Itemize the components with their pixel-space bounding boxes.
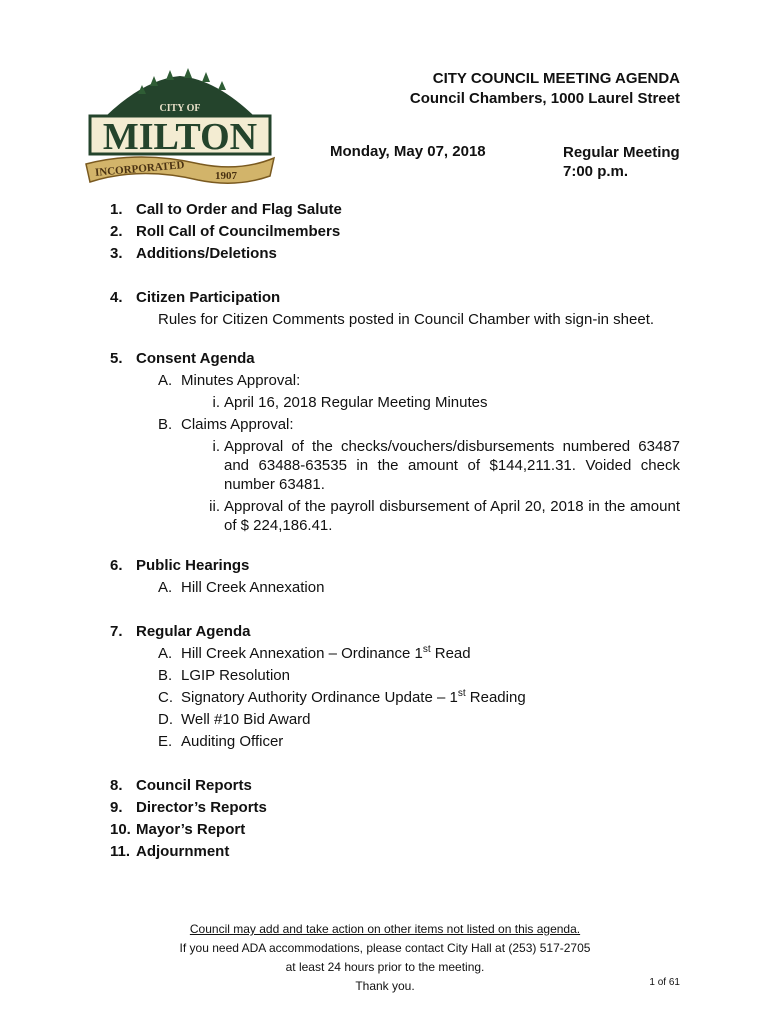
agenda-item-6: 6. Public Hearings — [110, 557, 250, 574]
sub-item-5b-ii: ii. Approval of the payroll disbursement of April 20, 2018 in the amount of $ 224,186.41. — [209, 498, 680, 534]
agenda-item-4: 4. Citizen Participation — [110, 289, 281, 306]
agenda-item-5: 5. Consent Agenda — [110, 350, 255, 367]
footer-ada-contact: If you need ADA accommodations, please contact City Hall at (253) 517-2705 — [179, 941, 591, 955]
agenda-item-3: 3. Additions/Deletions — [110, 245, 277, 262]
meeting-type-block — [563, 143, 680, 181]
meeting-time: 7:00 p.m. — [563, 163, 629, 180]
citizen-participation-note: Rules for Citizen Comments posted in Council Chamber with sign-in sheet. — [158, 311, 655, 328]
agenda-item-7: 7. Regular Agenda — [110, 623, 251, 640]
sub-item-7e: E. Auditing Officer — [158, 733, 284, 750]
footer-thank-you: Thank you. — [355, 979, 415, 993]
meeting-date: Monday, May 07, 2018 — [330, 143, 486, 160]
sub-item-5a: A. Minutes Approval: — [158, 372, 301, 389]
agenda-item-11: 11. Adjournment — [110, 843, 230, 860]
sub-item-7a: A. Hill Creek Annexation – Ordinance 1st Read — [158, 644, 471, 662]
agenda-list — [110, 199, 680, 863]
sub-item-5b-i: i. Approval of the checks/vouchers/disbursements numbered 63487 and 63488-63535 in the amount of $144,211.31. Voided check number 63481. — [212, 438, 680, 493]
meeting-type: Regular Meeting — [563, 144, 680, 161]
sub-item-6a: A. Hill Creek Annexation — [158, 579, 325, 596]
agenda-item-10: 10. Mayor’s Report — [110, 821, 246, 838]
agenda-item-2: 2. Roll Call of Councilmembers — [110, 223, 341, 240]
page-number: 1 of 61 — [649, 977, 680, 988]
agenda-item-8: 8. Council Reports — [110, 777, 252, 794]
sub-item-7b: B. LGIP Resolution — [158, 667, 290, 684]
footer-ada-notice: at least 24 hours prior to the meeting. — [285, 960, 485, 974]
svg-text:INCORPORATED: INCORPORATED — [94, 159, 185, 179]
agenda-item-1: 1. Call to Order and Flag Salute — [110, 201, 342, 218]
agenda-title: CITY COUNCIL MEETING AGENDA — [432, 70, 680, 87]
city-of-milton-logo — [80, 68, 280, 190]
svg-text:1907: 1907 — [215, 170, 237, 182]
sub-item-5a-i: i. April 16, 2018 Regular Meeting Minutes — [212, 394, 488, 411]
sub-item-7d: D. Well #10 Bid Award — [158, 711, 311, 728]
footer-disclaimer: Council may add and take action on other items not listed on this agenda. — [189, 922, 581, 936]
svg-text:CITY OF: CITY OF — [159, 103, 201, 114]
sub-item-7c: C. Signatory Authority Ordinance Update – 1st Reading — [158, 688, 526, 706]
sub-item-5b: B. Claims Approval: — [158, 416, 294, 433]
meeting-location: Council Chambers, 1000 Laurel Street — [409, 90, 680, 107]
agenda-item-9: 9. Director’s Reports — [110, 799, 267, 816]
svg-text:MILTON: MILTON — [102, 116, 258, 158]
